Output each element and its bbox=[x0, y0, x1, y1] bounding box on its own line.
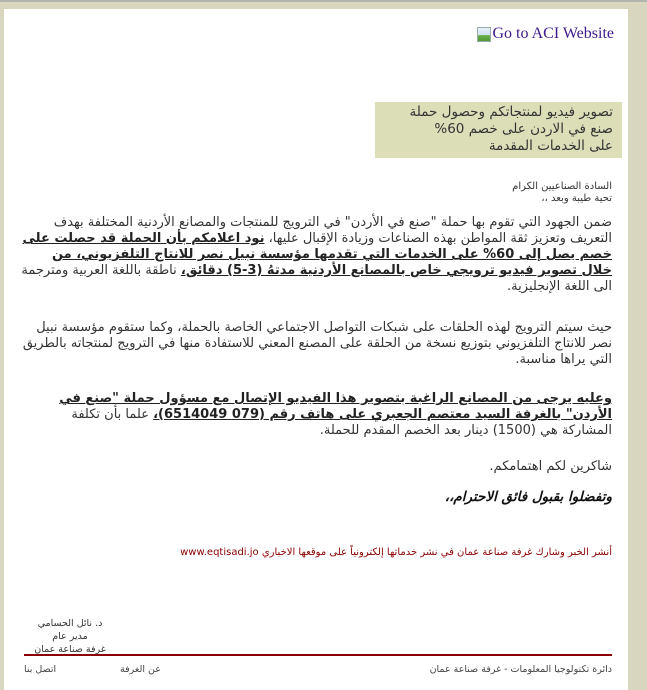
contact-tail: علما بأن تكلفة المشاركة هي (1500) دينار بعد الخصم المقدم للحملة. bbox=[71, 407, 612, 438]
closing-line: وتفضلوا بقبول فائق الاحترام،، bbox=[444, 489, 612, 505]
eqtisadi-link[interactable]: www.eqtisadi.jo bbox=[180, 547, 259, 558]
share-notice bbox=[144, 547, 612, 558]
salutation: السادة الصناعيين الكرام bbox=[512, 181, 612, 192]
headline-line: صنع في الاردن على خصم 60% bbox=[434, 121, 613, 137]
paragraph-promotion: حيث سيتم الترويج لهذه الحلقات على شبكات التواصل الاجتماعي الخاصة بالحملة، وكما ستقوم مؤسسة نبيل نصر للانتاج التلفزيوني بتوزيع نسخة من الحلقة على المصنع المعني للاستفادة منها في الترويج لمنتجاته بالطريق التي يراها مناسبة. bbox=[22, 320, 612, 367]
thanks-line: شاكرين لكم اهتمامكم. bbox=[489, 459, 612, 474]
signature bbox=[24, 617, 116, 656]
signature-title: مدير عام bbox=[52, 631, 88, 642]
greeting bbox=[512, 181, 612, 205]
intro-text: ضمن الجهود التي تقوم بها حملة "صنع في الأردن" في الترويج للمنتجات والمصانع الأردنية المختلفة بهدف التعريف وتعزيز ثقة المواطن بهذه الصناعات وزيادة الإقبال عليها، bbox=[53, 215, 612, 246]
contact-highlight: وعليه يرجى من المصانع الراغبة بتصوير هذا الفيديو الإتصال مع مسؤول حملة "صنع في الأردن" بالغرفة السيد معتصم الجعبري على هاتف رقم (079 6514049)، bbox=[59, 391, 612, 422]
intro-highlight: نود اعلامكم بأن الحملة قد حصلت على خصم يصل إلى 60% على الخدمات التي تقدمها مؤسسة نبيل نصر للانتاج التلفزيوني، من خلال تصوير فيديو ترويجي خاص بالمصانع الأردنية مدتهُ (3-5) دقائق، bbox=[22, 231, 612, 278]
contact-us-link[interactable]: اتصل بنا bbox=[24, 664, 57, 675]
paragraph-intro bbox=[20, 215, 612, 295]
logo-alt-text: Go to ACI Website bbox=[492, 25, 614, 42]
opening-line: تحية طيبة وبعد ،، bbox=[541, 193, 612, 204]
share-text: أنشر الخبر وشارك غرفة صناعة عمان في نشر خدماتها إلكترونياً على موقعها الاخباري bbox=[258, 547, 612, 558]
footer-divider bbox=[24, 654, 612, 656]
aci-website-link[interactable] bbox=[477, 25, 614, 43]
email-body bbox=[4, 9, 628, 690]
headline-line: على الخدمات المقدمة bbox=[488, 138, 613, 154]
footer-department: دائرة تكنولوجيا المعلومات - غرفة صناعة عمان bbox=[429, 664, 612, 675]
headline-line: تصوير فيديو لمنتجاتكم وحصول حملة bbox=[409, 104, 613, 120]
headline-box bbox=[375, 102, 622, 158]
broken-image-icon bbox=[477, 27, 491, 42]
signature-name: د. نائل الحسامي bbox=[37, 618, 103, 629]
intro-tail: ناطقة باللغة العربية ومترجمة الى اللغة الإنجليزية. bbox=[21, 263, 612, 294]
paragraph-contact bbox=[20, 391, 612, 439]
about-chamber-link[interactable]: عن الغرفة bbox=[120, 664, 161, 675]
signature-org: غرفة صناعة عمان bbox=[34, 644, 106, 655]
